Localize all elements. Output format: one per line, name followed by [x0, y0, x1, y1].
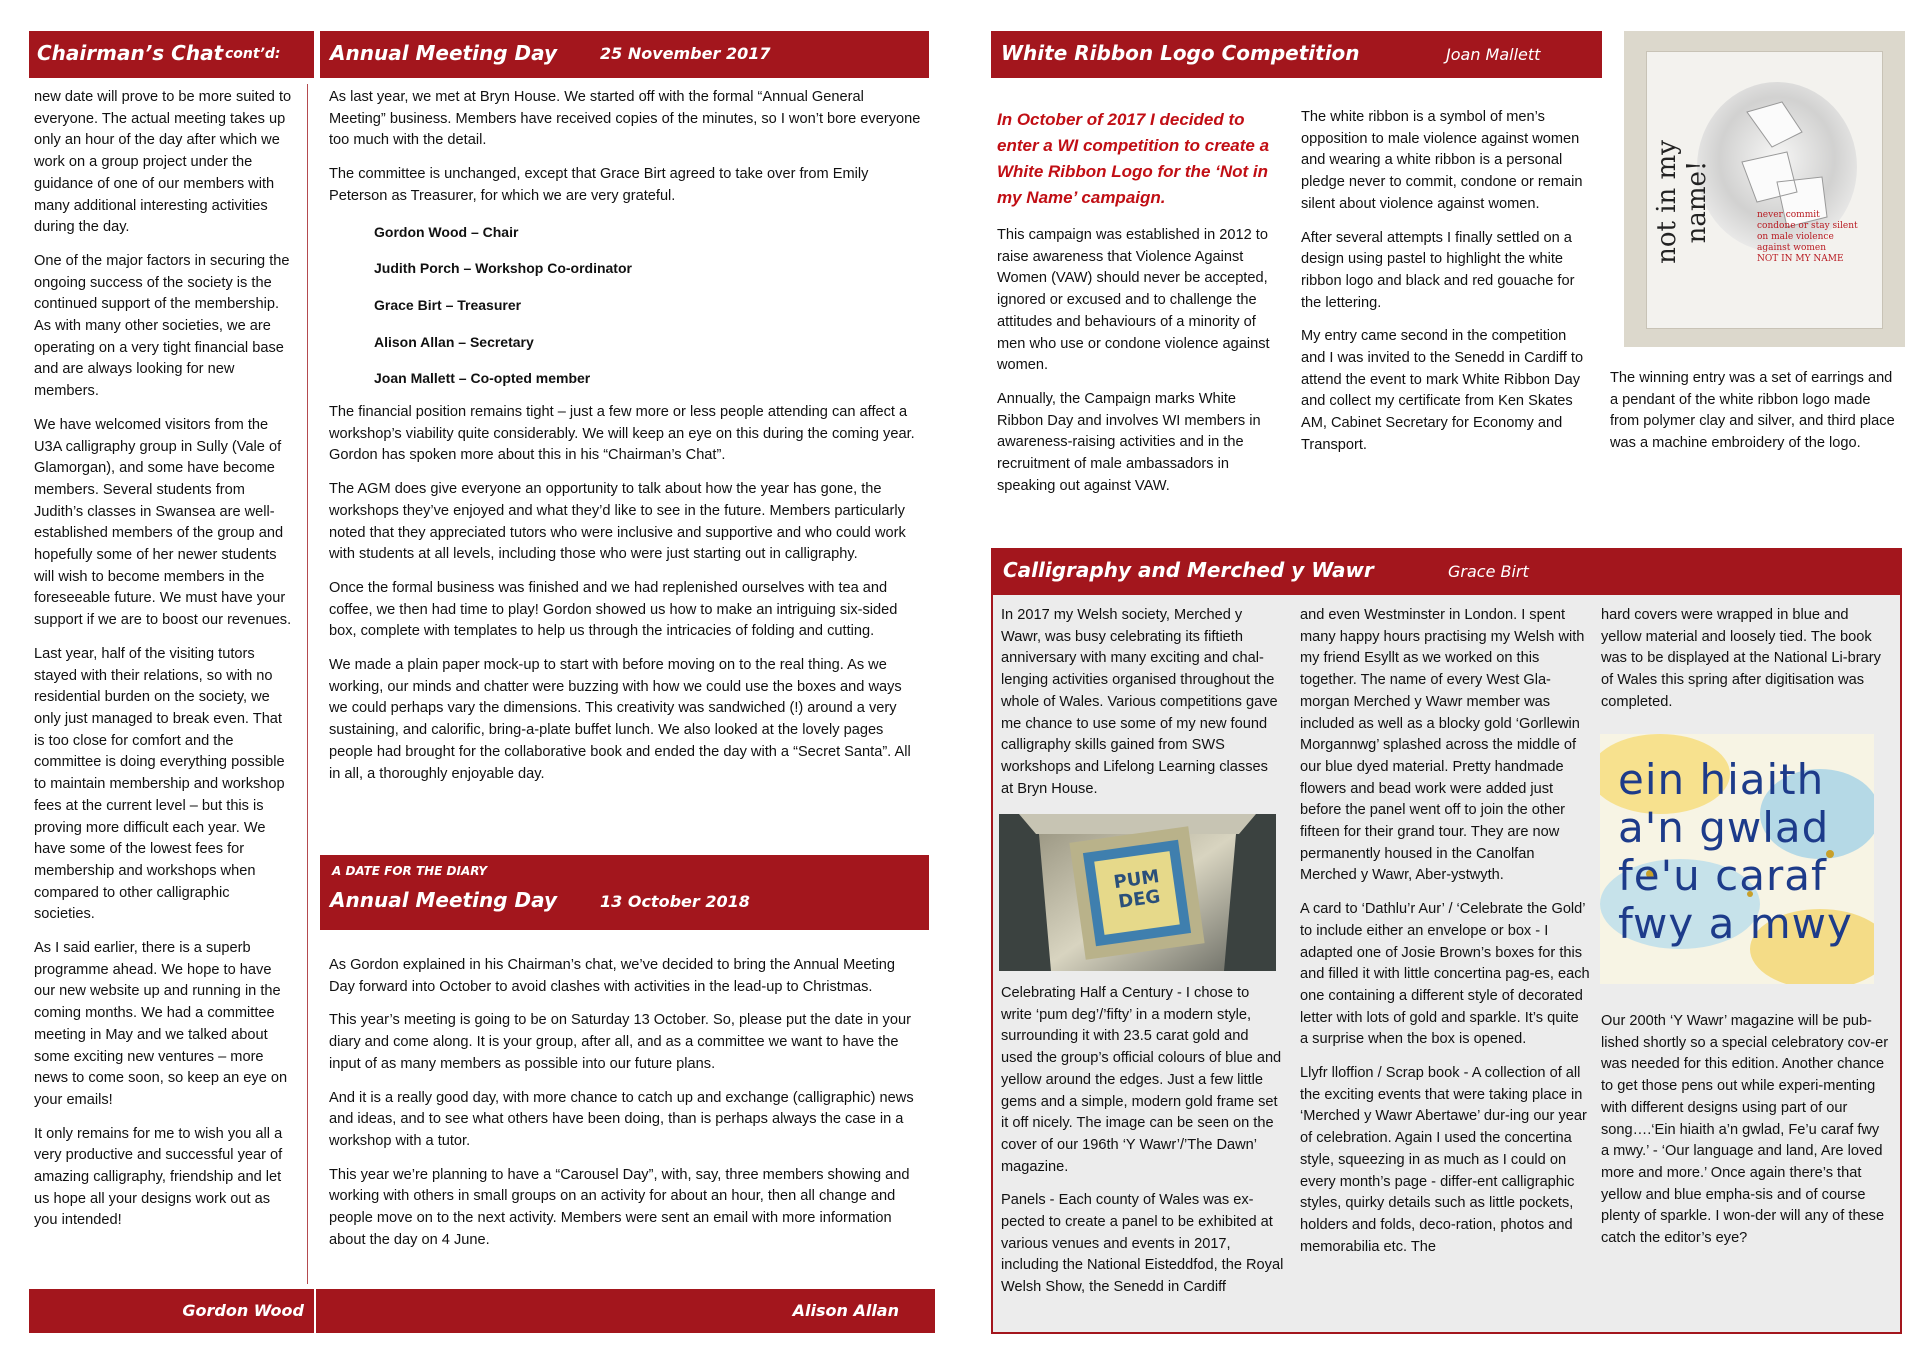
white-ribbon-artwork-caption: not in my name!: [1652, 140, 1712, 264]
chairman-signature-bar: [29, 1289, 314, 1333]
white-ribbon-paragraph: After several attempts I finally settled on a design using pastel to highlight the white ribbon logo and black and red gouache for the lettering.: [1301, 229, 1575, 311]
chairman-paragraph: As I said earlier, there is a superb programme ahead. We hope to have our new website up and running in the coming months. We had a committee meeting in May and we talked about some exciting new ventures – more news to come soon, so keep an eye on your emails!: [34, 940, 288, 1108]
ein-hiaith-line: a'n gwlad: [1618, 803, 1830, 852]
svg-text:on male violence: on male violence: [1757, 232, 1834, 242]
calligraphy-col1a: In 2017 my Welsh society, Merched y Wawr, was busy celebrating its fiftieth anniversary with many exciting and chal-lenging activities organised throughout the whole of Wales. Various competitions gave me chance to use some of my new found calligraphy skills gained from SWS workshops and Lifelong Learning classes at Bryn House.: [1001, 607, 1278, 797]
officer-item: Alison Allan – Secretary: [374, 333, 534, 350]
agm2018-paragraph: This year’s meeting is going to be on Saturday 13 October. So, please put the date in your diary and come along. It is your group, after all, and as a committee we want to have the input of as many members as possible into our future plans.: [329, 1012, 911, 1072]
column-divider: [307, 84, 308, 1284]
officer-list: [329, 222, 923, 391]
agm2018-paragraph: This year we’re planning to have a “Carousel Day”, with, say, three members showing and working with others in small groups on an activity for about an hour, then all change and people move on to the next activity. Members were sent an email with more information about the day on 4 June.: [329, 1166, 910, 1248]
officer-item: Judith Porch – Workshop Co-ordinator: [374, 260, 632, 277]
agm2017-paragraph: The AGM does give everyone an opportunity to talk about how the year has gone, the workshops they’ve enjoyed and what they’d like to see in the future. Members particularly noted that they appreciated tutors who were inclusive and supportive and who could work with students at all levels, including those who were just starting out in calligraphy.: [329, 481, 906, 563]
agm2017-paragraph: We made a plain paper mock-up to start with before moving on to the real thing. As we working, our minds and chatter were buzzing with how we could use the boxes and ways we could perhaps vary the dimensions. This creativity was sandwiched (!) around a very sustaining, and calorific, bring-a-plate buffet lunch. We also looked at the lovely pages people had brought for the collaborative book and ended the day with a “Secret Santa”. All in all, a thoroughly enjoyable day.: [329, 657, 911, 782]
chairman-paragraph: new date will prove to be more suited to everyone. The actual meeting takes up only an hour of the day after which we work on a group project under the guidance of one of our members with many additional interesting activities during the day.: [34, 89, 292, 236]
agm2017-paragraph: As last year, we met at Bryn House. We started off with the formal “Annual General Meeting” business. Members have received copies of the minutes, so I won’t bore everyone too much with the detail.: [329, 89, 921, 149]
white-ribbon-author: Joan Mallett: [1446, 45, 1541, 64]
agm2017-header: [320, 31, 929, 78]
agm2018-title: Annual Meeting Day: [330, 888, 557, 912]
chairman-signature: Gordon Wood: [182, 1301, 304, 1320]
chairman-paragraph: One of the major factors in securing the ongoing success of the society is the continued support of the membership. As with many other societies, we are operating on a very tight financial base and are always looking for new members.: [34, 252, 290, 400]
white-ribbon-paragraph: The white ribbon is a symbol of men’s opposition to male violence against women and wearing a white ribbon is a personal pledge never to commit, condone or remain silent about violence against women.: [1301, 109, 1583, 212]
calligraphy-col1b: [1001, 983, 1284, 1299]
svg-text:condone or stay silent: condone or stay silent: [1757, 221, 1858, 231]
agm2018-kicker: A DATE FOR THE DIARY: [332, 864, 488, 878]
calligraphy-panel: [991, 548, 1902, 1334]
pum-deg-artwork: [999, 814, 1276, 971]
white-ribbon-paragraph: Annually, the Campaign marks White Ribbon Day and involves WI members in awareness-raising activities and in the recruitment of male ambassadors in speaking out against VAW.: [997, 390, 1261, 494]
officer-item: Grace Birt – Treasurer: [374, 296, 522, 313]
white-ribbon-col2: [1301, 107, 1591, 457]
calligraphy-paragraph: and even Westminster in London. I spent many happy hours practising my Welsh with my friend Esyllt as we worked on this together. The name of every West Gla-morgan Merched y Wawr member was included as well as a blocky gold ‘Gorllewin Morgannwg’ splashed across the middle of our blue dyed material. Pretty handmade flowers and bead work were added just before the panel went off to join the other fifteen for their grand tour. They are now permanently housed in the Canolfan Merched y Wawr, Aber-ystwyth.: [1300, 607, 1585, 884]
chairman-contd: cont’d:: [225, 46, 281, 62]
chairman-paragraph: We have welcomed visitors from the U3A calligraphy group in Sully (Vale of Glamorgan), and some have become members. Several students from Judith’s classes in Swansea are well-established members of the group and hopefully some of her newer students will wish to become members in the foreseeable future. We must have your support if we are to boost our revenues.: [34, 416, 292, 629]
chairman-body: [34, 87, 294, 1232]
agm2017-paragraph: The financial position remains tight – just a few more or less people attending can affect a workshop’s viability quite considerably. We will keep an eye on this during the coming year. Gordon has spoken more about this in his “Chairman’s Chat”.: [329, 404, 915, 464]
agm2018-signature-bar: [316, 1289, 935, 1333]
agm2018-paragraph: And it is a really good day, with more chance to catch up and exchange (calligraphic) news and ideas, and to see what others have been doing, than is perhaps always the case in a workshop with a tutor.: [329, 1089, 914, 1149]
officer-item: Gordon Wood – Chair: [374, 223, 519, 240]
white-ribbon-paragraph: My entry came second in the competition and I was invited to the Senedd in Cardiff to attend the event to mark White Ribbon Day and collect my certificate from Ken Skates AM, Cabinet Secretary for Economy and Transport.: [1301, 328, 1584, 453]
agm2018-header: [320, 855, 929, 930]
agm2018-body: [329, 955, 923, 1251]
ein-hiaith-artwork: [1600, 734, 1874, 984]
agm2017-body: [329, 87, 923, 785]
white-ribbon-title: White Ribbon Logo Competition: [1001, 41, 1360, 65]
calligraphy-paragraph: Panels - Each county of Wales was ex-pected to create a panel to be exhibited at various venues and events in 2017, including the National Eisteddfod, the Royal Welsh Show, the Senedd in Cardiff: [1001, 1192, 1284, 1296]
white-ribbon-artwork: [1624, 31, 1905, 347]
officer-item: Joan Mallett – Co-opted member: [374, 370, 591, 387]
white-ribbon-lead: In October of 2017 I decided to enter a WI competition to create a White Ribbon Logo for the ‘Not in my Name’ campaign.: [997, 110, 1270, 207]
calligraphy-col3b: Our 200th ‘Y Wawr’ magazine will be pub-lished shortly so a special celebratory cov-er was needed for this edition. Another chance to get those pens out while experi-menting with different designs using part of our song….‘Ein hiaith a’n gwlad, Fe’u caraf fwy a mwy.’ - ‘Our language and land, Are loved more and more.’ Once again there’s that yellow and blue empha-sis and of course plenty of sparkle. I won-der will any of these catch the editor’s eye?: [1601, 1013, 1889, 1247]
calligraphy-col3a: hard covers were wrapped in blue and yellow material and loosely tied. The book was to be displayed at the National Li-brary of Wales this spring after digitisation was completed.: [1601, 607, 1881, 710]
agm2017-paragraph: Once the formal business was finished and we had replenished ourselves with tea and coffee, we then had time to play! Gordon showed us how to make an intriguing six-sided box, complete with templates to help us through the intricacies of folding and cutting.: [329, 579, 898, 640]
svg-text:never commit: never commit: [1757, 210, 1820, 220]
ein-hiaith-line: fwy a mwy: [1618, 899, 1853, 948]
ein-hiaith-line: fe'u caraf: [1618, 851, 1827, 900]
white-ribbon-col1: [997, 107, 1282, 497]
calligraphy-paragraph: Llyfr lloffion / Scrap book - A collection of all the exciting events that were taking place in ‘Merched y Wawr Abertawe’ dur-ing our year of celebration. Again I used the concertina style, squeezing in as much as I could on every month’s page - differ-ent calligraphic styles, quirky details such as little pockets, holders and folds, deco-ration, photos and memorabilia etc. The: [1300, 1065, 1587, 1255]
chairman-paragraph: Last year, half of the visiting tutors stayed with their relations, so with no residential burden on the society, we only just managed to break even. That is too close for comfort and the committee is doing everything possible to maintain membership and workshop fees at the current level – but this is proving more difficult each year. We have some of the lowest fees for membership and workshops when compared to other calligraphic societies.: [34, 645, 285, 923]
svg-text:against women: against women: [1757, 243, 1827, 253]
agm2017-title: Annual Meeting Day: [330, 41, 557, 65]
agm2018-signature: Alison Allan: [792, 1301, 899, 1320]
agm2018-date: 13 October 2018: [600, 892, 750, 911]
chairman-paragraph: It only remains for me to wish you all a very productive and successful year of amazing calligraphy, friendship and let us hope all your designs work out as you intended!: [34, 1125, 283, 1229]
white-ribbon-paragraph: This campaign was established in 2012 to raise awareness that Violence Against Women (VAW) should never be accepted, ignored or excused and to challenge the attitudes and behaviours of a minority of men who use or condone violence against women.: [997, 227, 1270, 374]
ein-hiaith-line: ein hiaith: [1618, 755, 1825, 804]
calligraphy-author: Grace Birt: [1448, 562, 1529, 581]
white-ribbon-header: [991, 31, 1602, 78]
calligraphy-title: Calligraphy and Merched y Wawr: [1003, 558, 1374, 582]
white-ribbon-col3: The winning entry was a set of earrings and a pendant of the white ribbon logo made from polymer clay and silver, and third place was a machine embroidery of the logo.: [1610, 370, 1895, 452]
chairman-title: Chairman’s Chat: [37, 41, 224, 65]
calligraphy-header: [991, 548, 1902, 595]
chairman-header: [29, 31, 314, 78]
pum-deg-artwork-text: PUM DEG: [1112, 866, 1162, 913]
agm2018-paragraph: As Gordon explained in his Chairman’s chat, we’ve decided to bring the Annual Meeting Day forward into October to avoid clashes with activities in the lead-up to Christmas.: [329, 957, 895, 995]
calligraphy-paragraph: Celebrating Half a Century - I chose to write ‘pum deg’/’fifty’ in a modern style, surrounding it with 23.5 carat gold and used the group’s official colours of blue and yellow around the edges. Just a few little gems and a simple, modern gold frame set it off nicely. The image can be seen on the cover of our 196th ‘Y Wawr’/’The Dawn’ magazine.: [1001, 985, 1282, 1175]
agm2017-paragraph: The committee is unchanged, except that Grace Birt agreed to take over from Emily Peterson as Treasurer, for which we are very grateful.: [329, 166, 869, 204]
calligraphy-col2: [1300, 605, 1590, 1258]
svg-text:NOT IN MY NAME: NOT IN MY NAME: [1757, 254, 1844, 264]
calligraphy-paragraph: A card to ‘Dathlu’r Aur’ / ‘Celebrate the Gold’ to include either an envelope or box - I adapted one of Josie Brown’s boxes for this and filled it with little concertina pag-es, each one containing a different style of decorated letter with lots of gold and sparkle. It’s quite a surprise when the box is opened.: [1300, 901, 1590, 1048]
agm2017-date: 25 November 2017: [600, 44, 771, 63]
